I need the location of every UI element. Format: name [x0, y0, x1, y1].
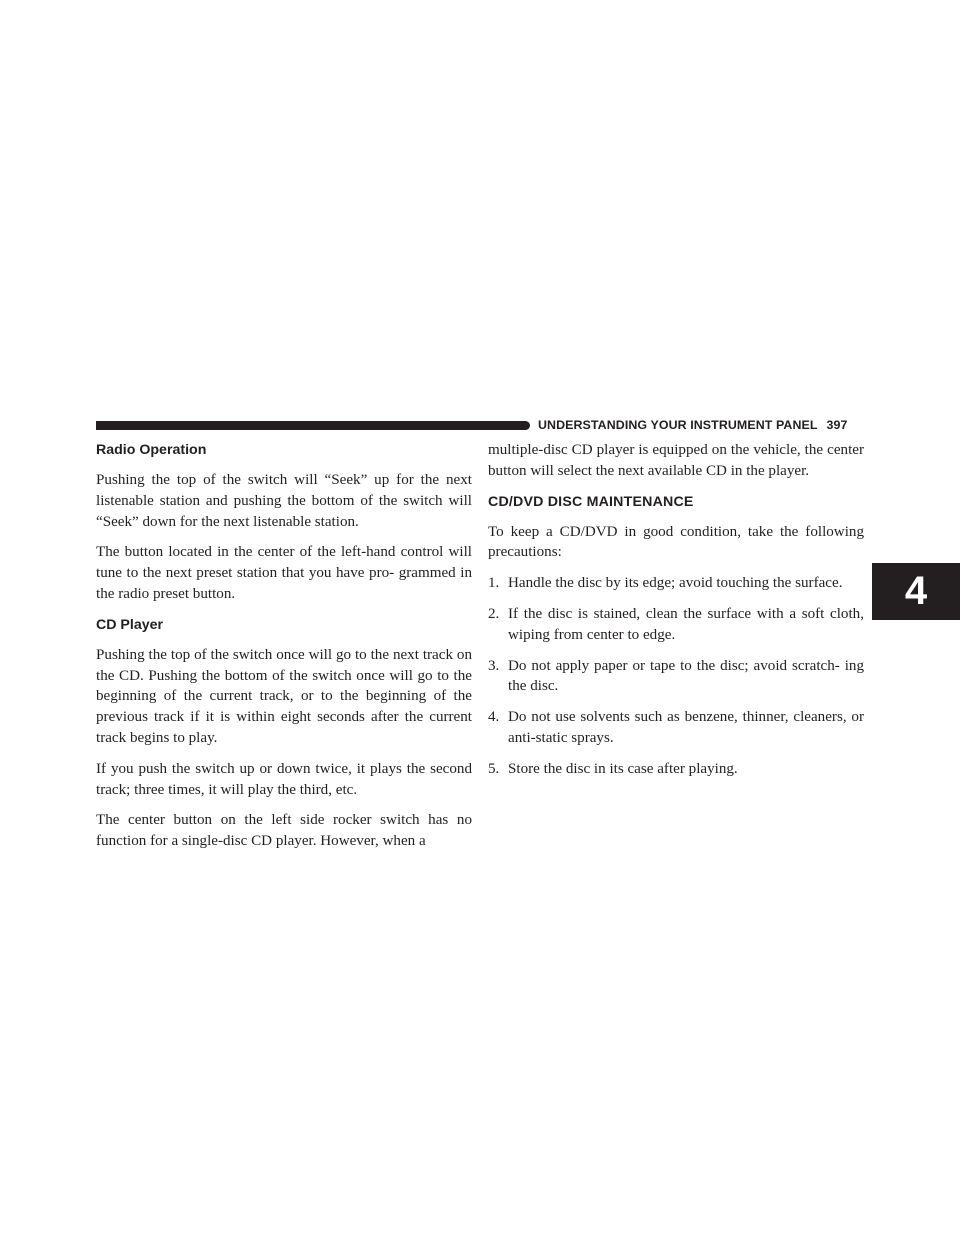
list-item: [488, 573, 864, 594]
continued-paragraph: multiple-disc CD player is equipped on the vehicle, the center button will select the next available CD in the player.: [488, 442, 864, 479]
radio-paragraph-2: The button located in the center of the left-hand control will tune to the next preset station that you have pro- grammed in the radio preset button.: [96, 544, 472, 602]
header-rule: [96, 421, 530, 430]
list-number: 3.: [488, 657, 500, 674]
page-number: 397: [826, 418, 848, 432]
list-number: 2.: [488, 605, 500, 622]
list-text: If the disc is stained, clean the surface with a soft cloth, wiping from center to edge.: [508, 605, 864, 643]
left-column: [96, 440, 472, 862]
list-number: 1.: [488, 575, 500, 592]
radio-paragraph-1: Pushing the top of the switch will “Seek” up for the next listenable station and pushing the bottom of the switch will “Seek” down for the next listenable station.: [96, 472, 472, 530]
list-text: Do not use solvents such as benzene, thinner, cleaners, or anti-static sprays.: [508, 709, 864, 746]
cd-paragraph-3: The center button on the left side rocker switch has no function for a single-disc CD player. However, when a: [96, 812, 472, 850]
list-item: [488, 759, 864, 780]
disc-maintenance-heading: CD/DVD DISC MAINTENANCE: [488, 493, 694, 510]
running-header: [538, 418, 848, 436]
chapter-tab: 4: [872, 563, 960, 620]
right-column: [488, 440, 864, 790]
list-item: [488, 656, 864, 698]
list-number: 4.: [488, 709, 500, 726]
list-text: Store the disc in its case after playing.: [508, 760, 738, 777]
maintenance-intro: To keep a CD/DVD in good condition, take the following precautions:: [488, 523, 864, 561]
list-item: [488, 604, 864, 646]
list-number: 5.: [488, 760, 500, 777]
section-title: UNDERSTANDING YOUR INSTRUMENT PANEL: [538, 418, 818, 432]
cd-paragraph-2: If you push the switch up or down twice, it plays the second track; three times, it will play the third, etc.: [96, 760, 472, 798]
precautions-list: [488, 573, 864, 779]
list-text: Handle the disc by its edge; avoid touching the surface.: [508, 575, 843, 592]
cd-player-heading: CD Player: [96, 616, 164, 633]
list-text: Do not apply paper or tape to the disc; avoid scratch- ing the disc.: [508, 657, 864, 695]
radio-operation-heading: Radio Operation: [96, 442, 207, 458]
list-item: [488, 707, 864, 749]
cd-paragraph-1: Pushing the top of the switch once will go to the next track on the CD. Pushing the bottom of the switch once will go to the beginning of the current track, or to the beginning of the previous track if it is within eight seconds after the current track begins to play.: [96, 646, 472, 746]
